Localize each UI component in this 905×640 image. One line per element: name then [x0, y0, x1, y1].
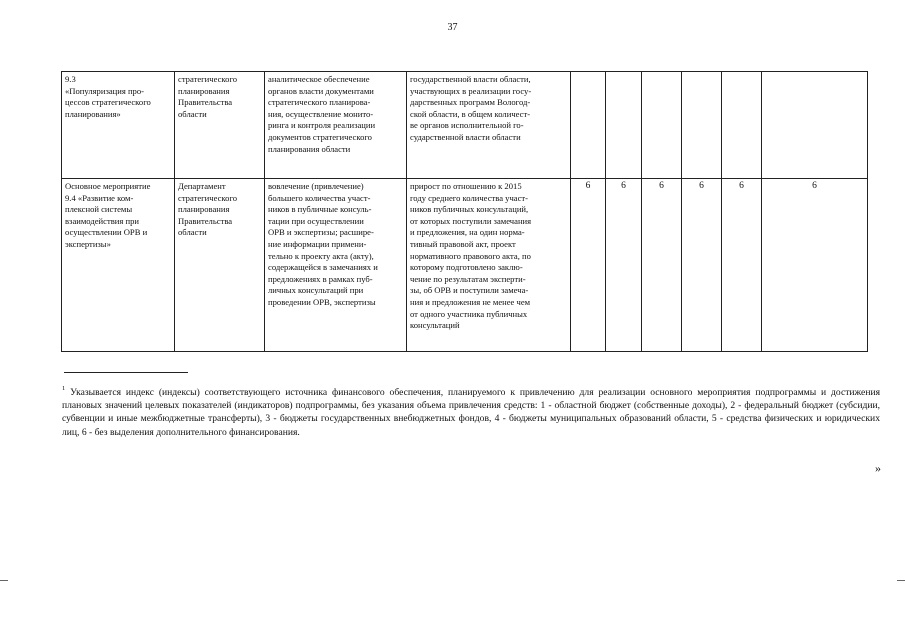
right-edge-mark	[897, 580, 905, 581]
executor-cell: стратегического планирования Правительства области	[175, 72, 265, 179]
closing-quote-mark: »	[875, 461, 881, 475]
executor-cell: Департамент стратегического планирования Правительства области	[175, 179, 265, 352]
value-cell: 6	[642, 179, 682, 352]
value-cell: 6	[762, 179, 868, 352]
expected-result-cell: вовлечение (привлечение) большего количества участ- ников в публичные консуль- тации при осуществлении ОРВ и экспертизы; расшире- ние информации примени- тельно к проекту акта (акту), содержащейся в замечаниях и предложениях в рамках пуб- личных консультаций при проведении ОРВ, экспертизы	[265, 179, 407, 352]
footnote-text: Указывается индекс (индексы) соответствующего источника финансового обеспечения, планируемого к привлечению для реализации основного мероприятия подпрограммы и достижения плановых значений целевых показателей (индикаторов) подпрограммы, без указания объема привлечения средств: 1 - областной бюджет (собственные доходы), 2 - федеральный бюджет (субсидии, субвенции и иные межбюджетные трансферты), 3 - бюджеты государственных внебюджетных фондов, 4 - бюджеты муниципальных образований области, 5 - средства физических и юридических лиц, 6 - без выделения дополнительного финансирования.	[62, 387, 880, 438]
left-edge-mark	[0, 580, 8, 581]
page-number: 37	[447, 22, 458, 33]
table-row	[62, 72, 868, 179]
value-cell: 6	[606, 179, 642, 352]
expected-result-cell: аналитическое обеспечение органов власти документами стратегического планирова- ния, осуществление монито- ринга и контроля реализации документов стратегического планирования области	[265, 72, 407, 179]
table-row	[62, 179, 868, 352]
indicator-cell: прирост по отношению к 2015 году среднего количества участ- ников публичных консультаций, от которых поступили замечания и предложения, на один норма- тивный правовой акт, проект нормативного правового акта, по которому подготовлено заклю- чение по результатам эксперти- зы, об ОРВ и поступили замеча- ния и предложения не менее чем от одного участника публичных консультаций	[407, 179, 571, 352]
measure-name-cell: Основное мероприятие 9.4 «Развитие ком- плексной системы взаимодействия при осуществлении ОРВ и экспертизы»	[62, 179, 175, 352]
value-cell	[682, 72, 722, 179]
indicator-cell: государственной власти области, участвующих в реализации госу- дарственных программ Вологод- ской области, в общем количест- ве органов исполнительной го- сударственной власти области	[407, 72, 571, 179]
footnote	[62, 386, 880, 439]
measures-table	[61, 71, 868, 352]
footnote-separator	[64, 372, 188, 373]
value-cell	[571, 72, 606, 179]
measure-name-cell: 9.3 «Популяризация про- цессов стратегического планирования»	[62, 72, 175, 179]
value-cell	[722, 72, 762, 179]
value-cell: 6	[722, 179, 762, 352]
value-cell	[762, 72, 868, 179]
value-cell	[606, 72, 642, 179]
value-cell	[642, 72, 682, 179]
value-cell: 6	[571, 179, 606, 352]
footnote-marker: 1	[62, 385, 66, 392]
value-cell: 6	[682, 179, 722, 352]
